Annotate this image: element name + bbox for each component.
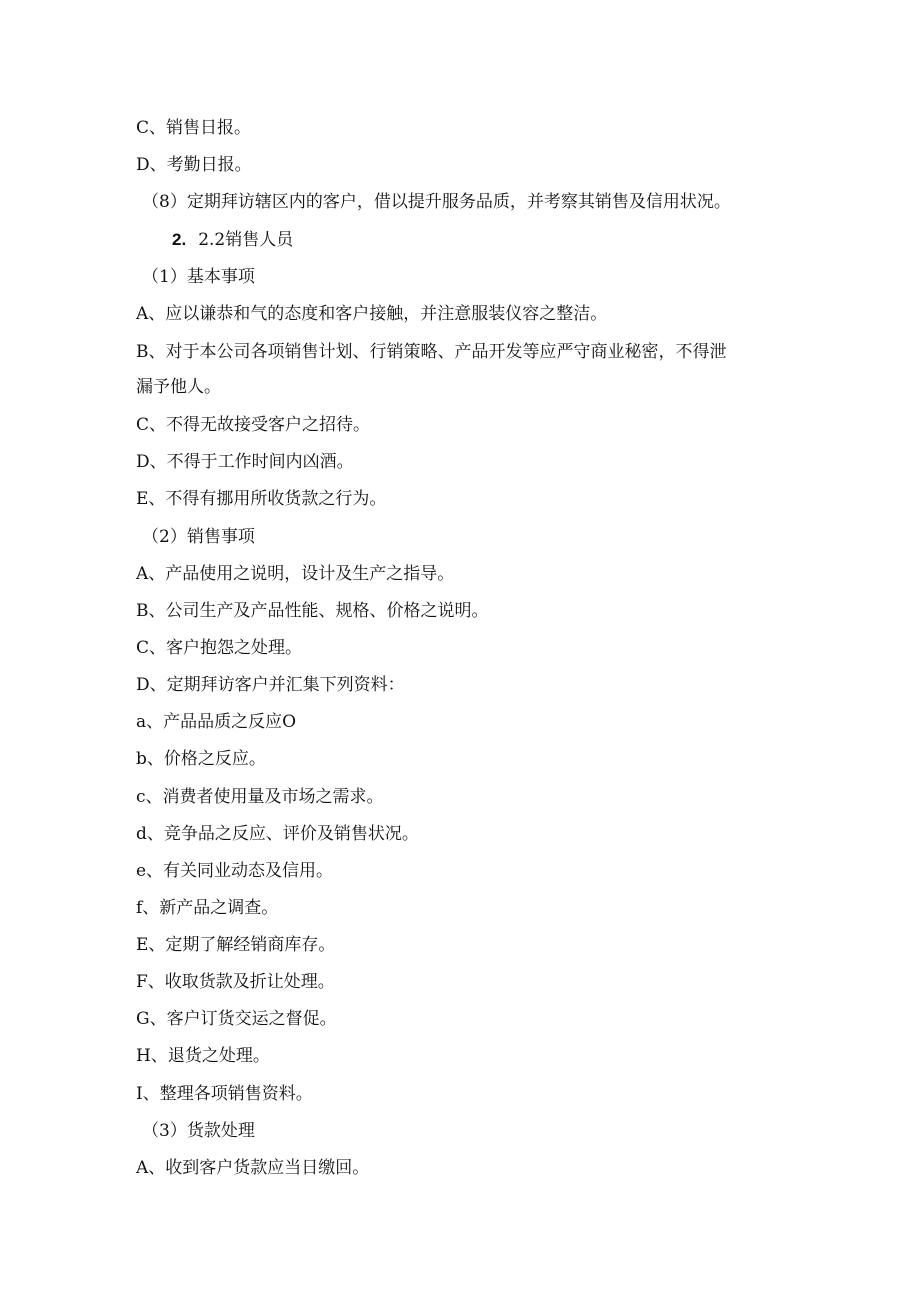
heading-number: 2. [172, 230, 187, 249]
paragraph: A、收到客户货款应当日缴回。 [136, 1158, 370, 1178]
list-item: f、新产品之调查。 [136, 898, 279, 918]
paragraph: I、整理各项销售资料。 [136, 1084, 313, 1104]
paragraph: E、不得有挪用所收货款之行为。 [136, 489, 387, 509]
paragraph: （8）定期拜访辖区内的客户，借以提升服务品质，并考察其销售及信用状况。 [142, 192, 731, 212]
paragraph: G、客户订货交运之督促。 [136, 1009, 337, 1029]
paragraph: 漏予他人。 [136, 377, 221, 397]
paragraph: D、考勤日报。 [136, 155, 252, 175]
paragraph: D、不得于工作时间内凶酒。 [136, 452, 354, 472]
paragraph: C、销售日报。 [136, 118, 252, 138]
subsection-heading: （3）货款处理 [142, 1121, 255, 1141]
list-item: b、价格之反应。 [136, 749, 266, 769]
paragraph: E、定期了解经销商库存。 [136, 935, 336, 955]
section-heading [172, 229, 293, 251]
paragraph: B、对于本公司各项销售计划、行销策略、产品开发等应严守商业秘密，不得泄 [136, 342, 727, 362]
subsection-heading: （1）基本事项 [142, 267, 255, 287]
list-item: e、有关同业动态及信用。 [136, 861, 334, 881]
paragraph: D、定期拜访客户并汇集下列资料： [136, 675, 405, 695]
paragraph: B、公司生产及产品性能、规格、价格之说明。 [136, 601, 489, 621]
paragraph: C、不得无故接受客户之招待。 [136, 415, 371, 435]
paragraph: F、收取货款及折让处理。 [136, 972, 335, 992]
subsection-heading: （2）销售事项 [142, 527, 255, 547]
paragraph: H、退货之处理。 [136, 1046, 270, 1066]
list-item: c、消费者使用量及市场之需求。 [136, 787, 384, 807]
heading-text: 2.2销售人员 [198, 230, 294, 250]
paragraph: A、应以谦恭和气的态度和客户接触，并注意服装仪容之整洁。 [136, 304, 608, 324]
paragraph: C、客户抱怨之处理。 [136, 638, 303, 658]
list-item: a、产品品质之反应O [136, 712, 297, 732]
paragraph: A、产品使用之说明，设计及生产之指导。 [136, 564, 455, 584]
list-item: d、竞争品之反应、评价及销售状况。 [136, 824, 419, 844]
